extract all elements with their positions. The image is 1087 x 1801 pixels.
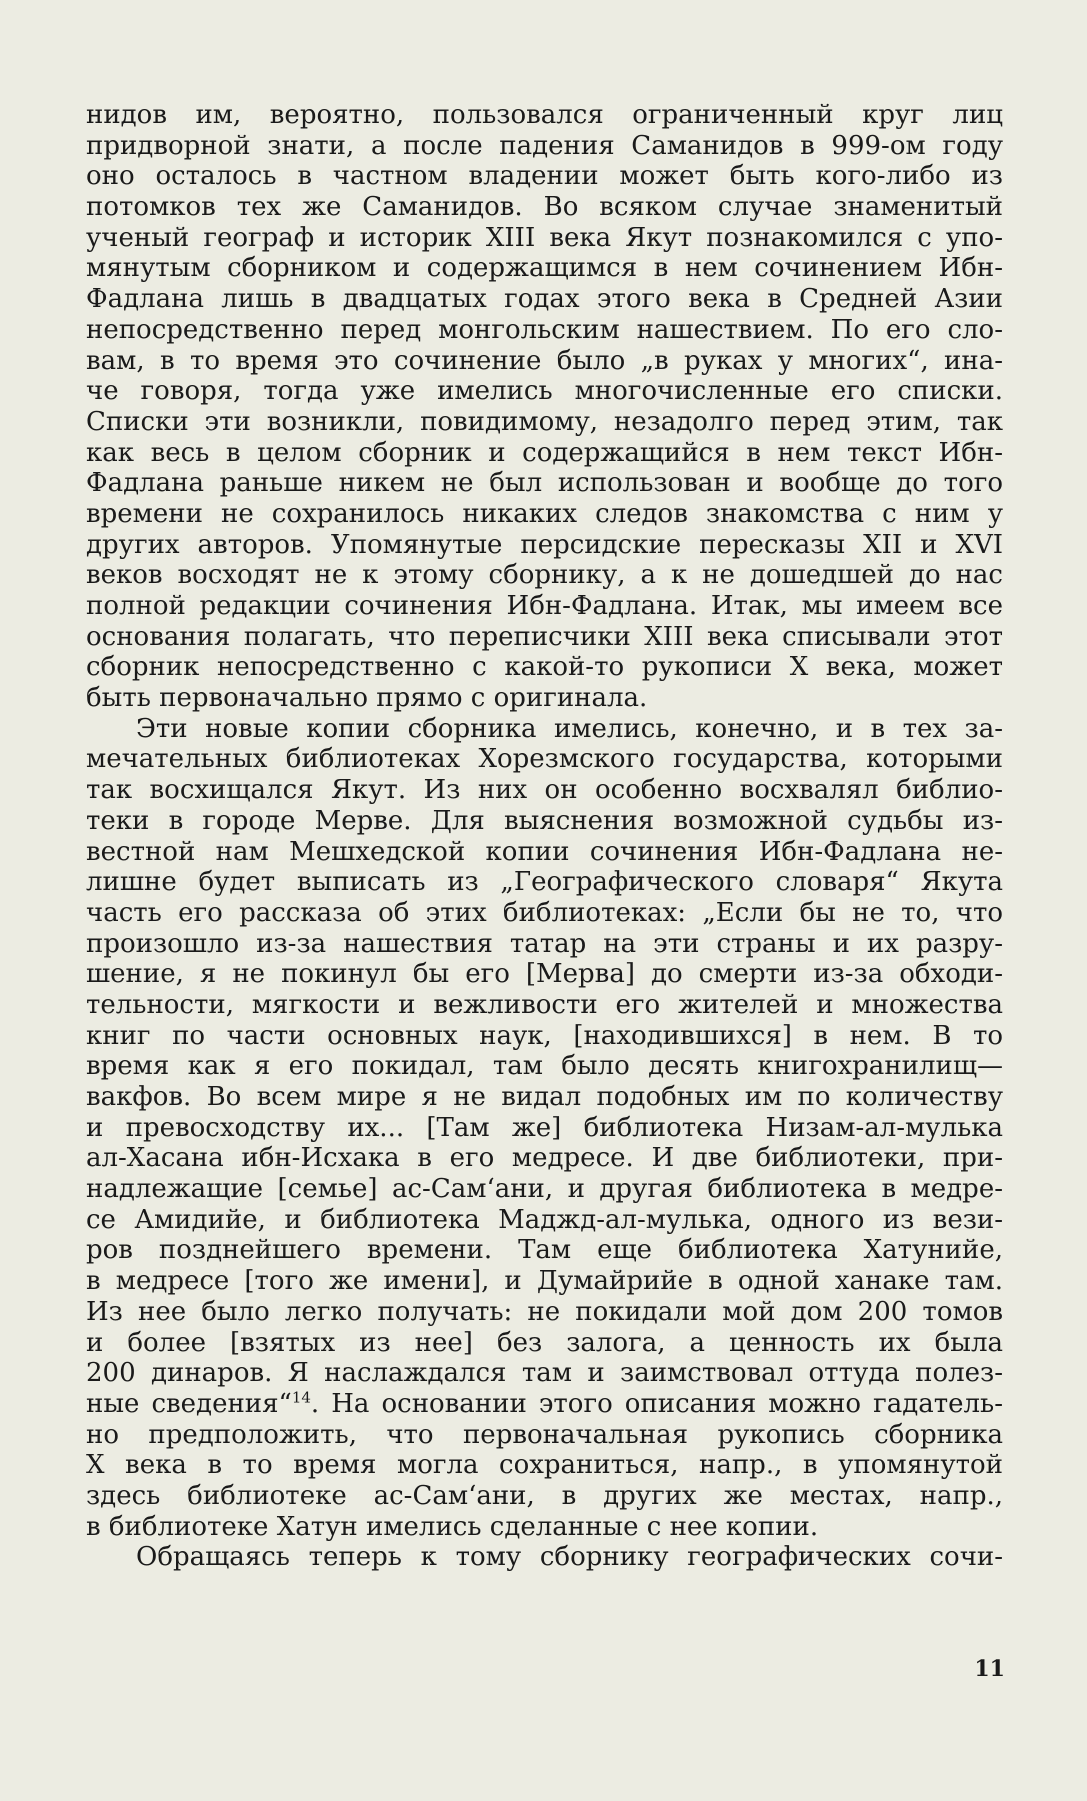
text-line: как весь в целом сборник и содержащийся в нем текст Ибн- (86, 437, 1003, 468)
text-line: времени не сохранилось никаких следов знакомства с ним у (86, 498, 1003, 529)
text-line: Списки эти возникли, повидимому, незадолго перед этим, так (86, 406, 1003, 437)
text-line: нидов им, вероятно, пользовался ограниченный круг лиц (86, 100, 1003, 130)
text-line: тельности, мягкости и вежливости его жителей и множества (86, 989, 1003, 1020)
page-number: 11 (974, 1656, 1005, 1682)
text-line: вам, в то время это сочинение было „в руках у многих“, ина- (86, 345, 1003, 376)
text-line: Эти новые копии сборника имелись, конечно, и в тех за- (136, 713, 1003, 744)
text-line: веков восходят не к этому сборнику, а к не дошедшей до нас (86, 560, 1003, 591)
text-line: Обращаясь теперь к тому сборнику географических сочи- (136, 1542, 1003, 1573)
text-line: и превосходству их... [Там же] библиотека Низам-ал-мулька (86, 1112, 1003, 1143)
text-fragment: . На основании этого описания можно гадатель- (310, 1388, 1003, 1419)
text-line: ров позднейшего времени. Там еще библиотека Хатунийе, (86, 1235, 1003, 1266)
body-text (86, 100, 1003, 1573)
text-fragment: ные сведения“ (86, 1388, 292, 1419)
text-line: быть первоначально прямо с оригинала. (86, 683, 648, 714)
text-line: полной редакции сочинения Ибн-Фадлана. Итак, мы имеем все (86, 591, 1003, 621)
text-line: шение, я не покинул бы его [Мерва] до смерти из-за обходи- (86, 959, 1003, 990)
text-line: потомков тех же Саманидов. Во всяком случае знаменитый (86, 192, 1003, 223)
text-line: че говоря, тогда уже имелись многочисленные его списки. (86, 376, 1003, 407)
text-line: других авторов. Упомянутые персидские пересказы XII и XVI (86, 529, 1003, 560)
text-line: вестной нам Мешхедской копии сочинения Ибн-Фадлана не- (86, 836, 1003, 867)
text-line: X века в то время могла сохраниться, напр., в упомянутой (86, 1450, 1003, 1481)
text-line: книг по части основных наук, [находившихся] в нем. В то (86, 1020, 1003, 1051)
text-line: основания полагать, что переписчики XIII века списывали этот (86, 621, 1003, 652)
text-line: оно осталось в частном владении может быть кого-либо из (86, 161, 1003, 192)
text-line (86, 1389, 1003, 1420)
text-line: лишне будет выписать из „Географического словаря“ Якута (86, 867, 1003, 898)
text-line: Из нее было легко получать: не покидали мой дом 200 томов (86, 1296, 1003, 1327)
text-line: надлежащие [семье] ас-Сам‘ани, и другая библиотека в медре- (86, 1174, 1003, 1205)
text-line: 200 динаров. Я наслаждался там и заимствовал оттуда полез- (86, 1358, 1003, 1389)
text-line: мянутым сборником и содержащимся в нем сочинением Ибн- (86, 253, 1003, 284)
text-line: вакфов. Во всем мире я не видал подобных им по количеству (86, 1082, 1003, 1112)
text-line: теки в городе Мерве. Для выяснения возможной судьбы из- (86, 805, 1003, 836)
text-line: Фадлана раньше никем не был использован и вообще до того (86, 468, 1003, 499)
text-line: придворной знати, а после падения Саманидов в 999-ом году (86, 130, 1003, 161)
text-line: в библиотеке Хатун имелись сделанные с нее копии. (86, 1511, 819, 1542)
text-line: и более [взятых из нее] без залога, а ценность их была (86, 1327, 1003, 1358)
text-line: мечательных библиотеках Хорезмского государства, которыми (86, 744, 1003, 775)
text-line: произошло из-за нашествия татар на эти страны и их разру- (86, 928, 1003, 959)
text-line: время как я его покидал, там было десять книгохранилищ— (86, 1051, 1003, 1082)
text-line: непосредственно перед монгольским нашествием. По его сло- (86, 314, 1003, 345)
text-line: се Амидийе, и библиотека Маджд-ал-мулька, одного из вези- (86, 1204, 1003, 1235)
text-line: так восхищался Якут. Из них он особенно восхвалял библио- (86, 775, 1003, 806)
text-line: но предположить, что первоначальная рукопись сборника (86, 1419, 1003, 1450)
text-line: сборник непосредственно с какой-то рукописи X века, может (86, 652, 1003, 683)
footnote-ref: 14 (291, 1388, 311, 1407)
text-line: ал-Хасана ибн-Исхака в его медресе. И две библиотеки, при- (86, 1143, 1003, 1174)
text-line: Фадлана лишь в двадцатых годах этого века в Средней Азии (86, 284, 1003, 315)
text-line: в медресе [того же имени], и Думайрийе в одной ханаке там. (86, 1266, 1003, 1297)
text-line: ученый географ и историк XIII века Якут познакомился с упо- (86, 222, 1003, 253)
text-line: здесь библиотеке ас-Сам‘ани, в других же местах, напр., (86, 1480, 1003, 1511)
text-line: часть его рассказа об этих библиотеках: „Если бы не то, что (86, 897, 1003, 928)
